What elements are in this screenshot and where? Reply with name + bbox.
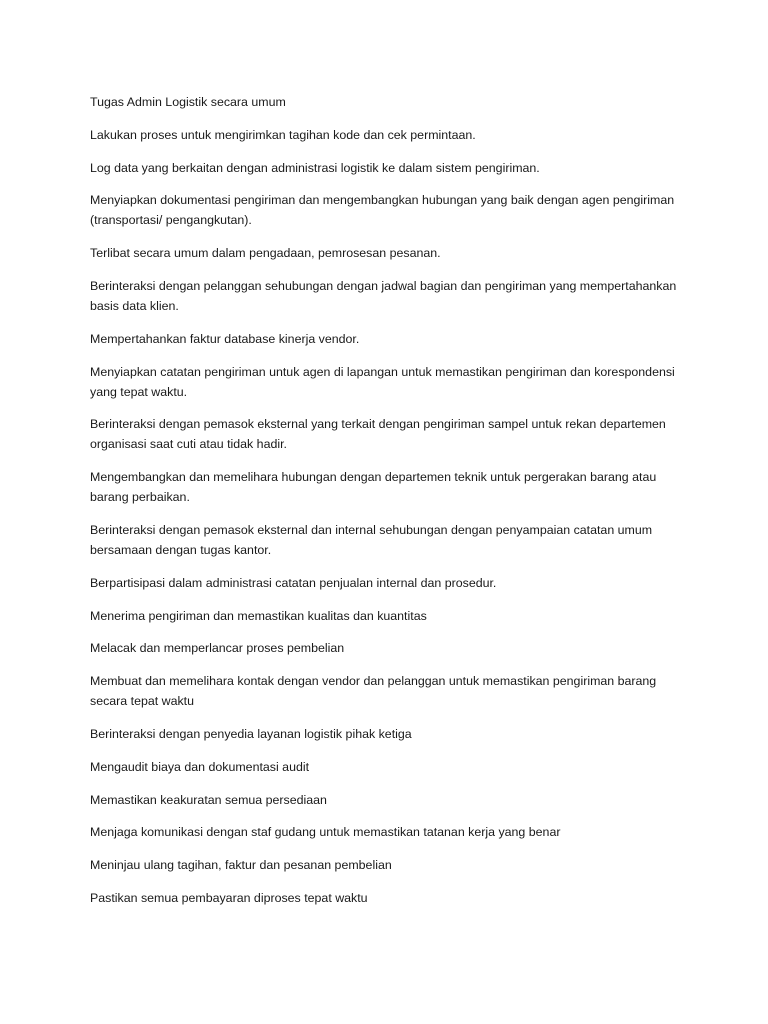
paragraph: Berinteraksi dengan pelanggan sehubungan dengan jadwal bagian dan pengiriman yang mempertahankan basis data klien. xyxy=(90,278,677,313)
paragraph: Mengembangkan dan memelihara hubungan dengan departemen teknik untuk pergerakan barang atau barang perbaikan. xyxy=(90,470,657,505)
paragraph: Terlibat secara umum dalam pengadaan, pemrosesan pesanan. xyxy=(90,246,441,261)
paragraph: Menyiapkan dokumentasi pengiriman dan mengembangkan hubungan yang baik dengan agen pengiriman (transportasi/ pengangkutan). xyxy=(90,193,675,228)
paragraph: Melacak dan memperlancar proses pembelian xyxy=(90,641,345,656)
paragraph: Memastikan keakuratan semua persediaan xyxy=(90,792,327,807)
paragraph: Menjaga komunikasi dengan staf gudang untuk memastikan tatanan kerja yang benar xyxy=(90,825,561,840)
paragraph: Menyiapkan catatan pengiriman untuk agen di lapangan untuk memastikan pengiriman dan korespondensi yang tepat waktu. xyxy=(90,364,675,399)
paragraph: Berinteraksi dengan pemasok eksternal dan internal sehubungan dengan penyampaian catatan umum bersamaan dengan tugas kantor. xyxy=(90,522,653,557)
paragraph: Pastikan semua pembayaran diproses tepat waktu xyxy=(90,890,368,905)
paragraph: Lakukan proses untuk mengirimkan tagihan kode dan cek permintaan. xyxy=(90,127,476,142)
document-body xyxy=(90,92,690,921)
paragraph: Berinteraksi dengan pemasok eksternal yang terkait dengan pengiriman sampel untuk rekan departemen organisasi saat cuti atau tidak hadir. xyxy=(90,417,666,452)
document-title: Tugas Admin Logistik secara umum xyxy=(90,95,286,109)
paragraph: Berpartisipasi dalam administrasi catatan penjualan internal dan prosedur. xyxy=(90,575,497,590)
paragraph: Mengaudit biaya dan dokumentasi audit xyxy=(90,759,310,774)
paragraph: Mempertahankan faktur database kinerja vendor. xyxy=(90,331,360,346)
paragraph: Menerima pengiriman dan memastikan kualitas dan kuantitas xyxy=(90,608,427,623)
paragraph: Log data yang berkaitan dengan administrasi logistik ke dalam sistem pengiriman. xyxy=(90,160,540,175)
paragraph: Berinteraksi dengan penyedia layanan logistik pihak ketiga xyxy=(90,726,412,741)
paragraph: Membuat dan memelihara kontak dengan vendor dan pelanggan untuk memastikan pengiriman barang secara tepat waktu xyxy=(90,674,657,709)
paragraph: Meninjau ulang tagihan, faktur dan pesanan pembelian xyxy=(90,858,392,873)
